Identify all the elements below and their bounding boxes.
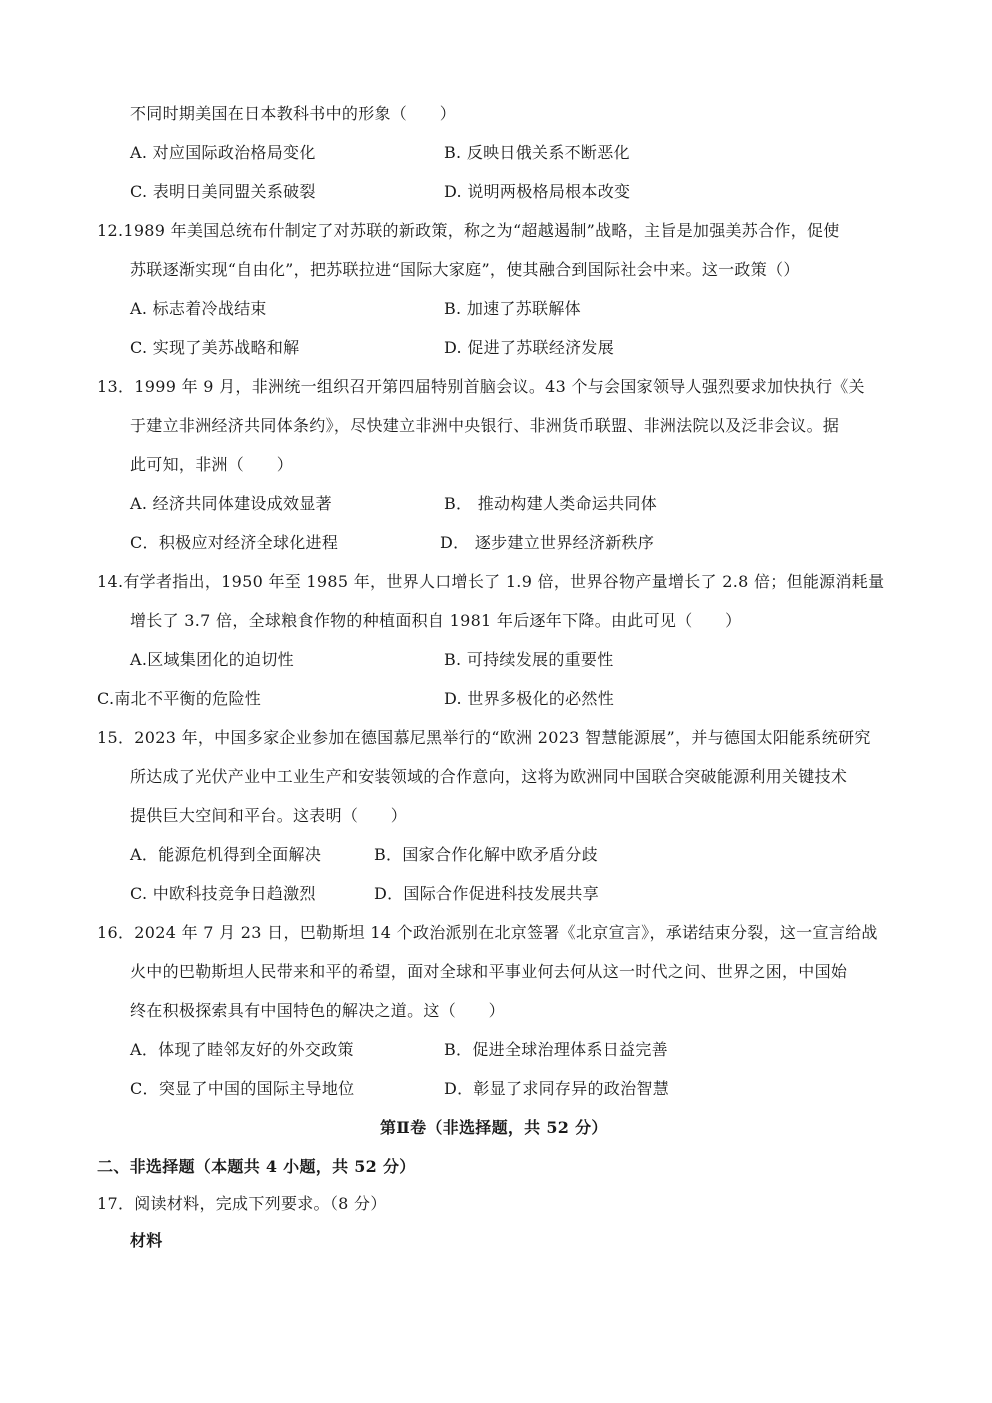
q15-stem-line-2: 所达成了光伏产业中工业生产和安装领域的合作意向，这将为欧洲同中国联合突破能源利用关键技术 — [130, 767, 848, 786]
q16-option-b: B．促进全球治理体系日益完善 — [444, 1040, 668, 1059]
q15-option-b: B．国家合作化解中欧矛盾分歧 — [374, 845, 598, 864]
q14-stem-line-1: 14.有学者指出，1950 年至 1985 年，世界人口增长了 1.9 倍，世界谷物产量增长了 2.8 倍；但能源消耗量 — [97, 572, 885, 591]
q12-option-c: C. 实现了美苏战略和解 — [130, 338, 300, 357]
q13-option-d: D． 逐步建立世界经济新秩序 — [440, 533, 655, 552]
q14-option-a: A.区域集团化的迫切性 — [130, 650, 294, 669]
q16-stem-line-3: 终在积极探索具有中国特色的解决之道。这（ ） — [130, 1001, 505, 1020]
q16-option-c: C．突显了中国的国际主导地位 — [130, 1079, 355, 1098]
q11-option-b: B. 反映日俄关系不断恶化 — [444, 143, 630, 162]
q14-option-b: B. 可持续发展的重要性 — [444, 650, 614, 669]
q15-option-a: A．能源危机得到全面解决 — [130, 845, 322, 864]
q14-stem-line-2: 增长了 3.7 倍，全球粮食作物的种植面积自 1981 年后逐年下降。由此可见（ ） — [130, 611, 742, 630]
q12-option-b: B. 加速了苏联解体 — [444, 299, 581, 318]
q12-option-a: A. 标志着冷战结束 — [130, 299, 267, 318]
q16-stem-line-1: 16．2024 年 7 月 23 日，巴勒斯坦 14 个政治派别在北京签署《北京宣言》，承诺结束分裂，这一宣言给战 — [97, 923, 878, 942]
q14-option-d: D. 世界多极化的必然性 — [444, 689, 615, 708]
q13-stem-line-2: 于建立非洲经济共同体条约》，尽快建立非洲中央银行、非洲货币联盟、非洲法院以及泛非会议。据 — [130, 416, 840, 435]
q17-stem: 17．阅读材料，完成下列要求。（8 分） — [97, 1194, 387, 1213]
volume-title: 第Ⅱ卷（非选择题，共 52 分） — [380, 1118, 608, 1137]
q12-option-d: D. 促进了苏联经济发展 — [444, 338, 615, 357]
q13-option-c: C．积极应对经济全球化进程 — [130, 533, 339, 552]
q14-option-c: C.南北不平衡的危险性 — [97, 689, 262, 708]
q13-option-a: A. 经济共同体建设成效显著 — [130, 494, 332, 513]
q11-option-d: D. 说明两极格局根本改变 — [444, 182, 631, 201]
q13-option-b: B． 推动构建人类命运共同体 — [444, 494, 658, 513]
q11-stem-tail: 不同时期美国在日本教科书中的形象（ ） — [130, 104, 457, 123]
q11-option-c: C. 表明日美同盟关系破裂 — [130, 182, 316, 201]
q13-stem-line-1: 13．1999 年 9 月，非洲统一组织召开第四届特别首脑会议。43 个与会国家领导人强烈要求加快执行《关 — [97, 377, 865, 396]
q15-option-d: D．国际合作促进科技发展共享 — [374, 884, 600, 903]
q16-option-d: D．彰显了求同存异的政治智慧 — [444, 1079, 670, 1098]
q15-stem-line-1: 15．2023 年，中国多家企业参加在德国慕尼黑举行的“欧洲 2023 智慧能源展”，并与德国太阳能系统研究 — [97, 728, 871, 747]
q13-stem-line-3: 此可知，非洲（ ） — [130, 455, 294, 474]
q15-option-c: C. 中欧科技竞争日趋激烈 — [130, 884, 316, 903]
q12-stem-line-1: 12.1989 年美国总统布什制定了对苏联的新政策，称之为“超越遏制”战略，主旨是加强美苏合作，促使 — [97, 221, 840, 240]
part-title: 二、非选择题（本题共 4 小题，共 52 分） — [97, 1157, 416, 1176]
q16-option-a: A．体现了睦邻友好的外交政策 — [130, 1040, 354, 1059]
q16-stem-line-2: 火中的巴勒斯坦人民带来和平的希望，面对全球和平事业何去何从这一时代之问、世界之困，中国始 — [130, 962, 848, 981]
q11-option-a: A. 对应国际政治格局变化 — [130, 143, 316, 162]
q15-stem-line-3: 提供巨大空间和平台。这表明（ ） — [130, 806, 408, 825]
q12-stem-line-2: 苏联逐渐实现“自由化”，把苏联拉进“国际大家庭”，使其融合到国际社会中来。这一政策（） — [130, 260, 800, 279]
material-label: 材料 — [130, 1231, 163, 1250]
